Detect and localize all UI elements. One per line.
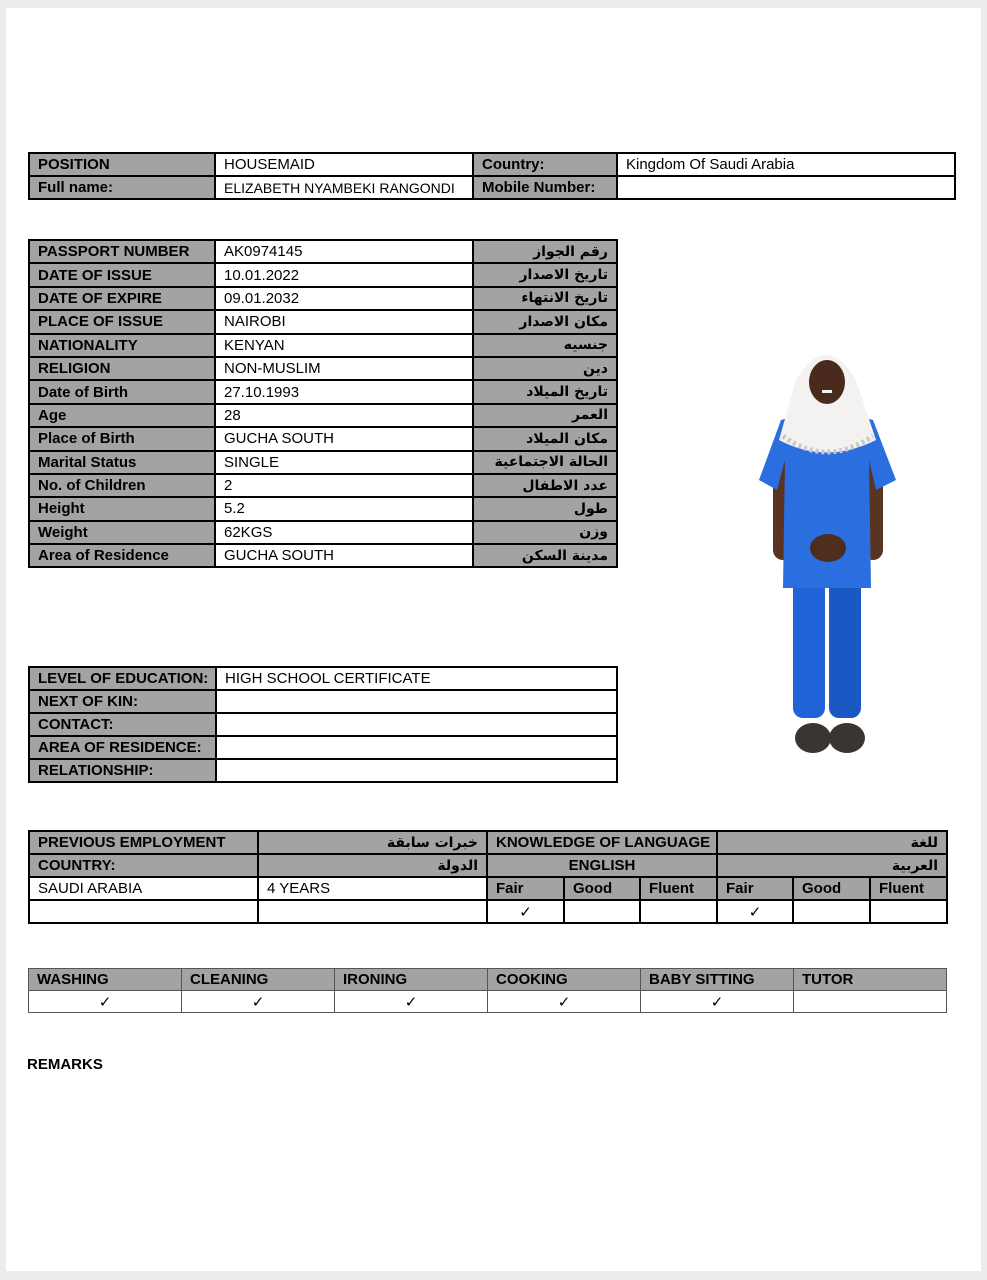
skill-tutor-check: [794, 991, 947, 1013]
passport-row-value: NAIROBI: [215, 310, 473, 333]
mobile-label: Mobile Number:: [473, 176, 617, 199]
passport-row-value: SINGLE: [215, 451, 473, 474]
arabic-fluent: Fluent: [870, 877, 947, 900]
passport-row-label: Marital Status: [29, 451, 215, 474]
passport-row-arabic: طول: [473, 497, 617, 520]
passport-row-label: RELIGION: [29, 357, 215, 380]
skill-cooking: COOKING: [488, 969, 641, 991]
passport-row: [29, 310, 617, 333]
passport-row: [29, 240, 617, 263]
education-row-value: [216, 690, 617, 713]
fullname-label: Full name:: [29, 176, 215, 199]
passport-row: [29, 497, 617, 520]
education-row-label: NEXT OF KIN:: [29, 690, 216, 713]
passport-row-label: Area of Residence: [29, 544, 215, 567]
english-fair-check: ✓: [487, 900, 564, 923]
passport-row-label: Date of Birth: [29, 380, 215, 403]
passport-row: [29, 521, 617, 544]
passport-row-label: DATE OF ISSUE: [29, 263, 215, 286]
skill-ironing-check: ✓: [335, 991, 488, 1013]
passport-row-value: 09.01.2032: [215, 287, 473, 310]
passport-row: [29, 287, 617, 310]
passport-row-value: AK0974145: [215, 240, 473, 263]
position-label: POSITION: [29, 153, 215, 176]
english-good: Good: [564, 877, 640, 900]
mobile-value: [617, 176, 955, 199]
arabic-fair: Fair: [717, 877, 793, 900]
passport-row-arabic: مكان الاصدار: [473, 310, 617, 333]
passport-row-value: GUCHA SOUTH: [215, 544, 473, 567]
skills-table: [28, 968, 947, 1013]
education-row: [29, 759, 617, 782]
position-value: HOUSEMAID: [215, 153, 473, 176]
passport-row: [29, 404, 617, 427]
passport-row-label: PLACE OF ISSUE: [29, 310, 215, 333]
fullname-value: ELIZABETH NYAMBEKI RANGONDI: [215, 176, 473, 199]
passport-row-value: NON-MUSLIM: [215, 357, 473, 380]
skill-cleaning: CLEANING: [182, 969, 335, 991]
passport-row-arabic: وزن: [473, 521, 617, 544]
remarks-heading: REMARKS: [27, 1056, 103, 1073]
passport-row-value: 27.10.1993: [215, 380, 473, 403]
english-fair: Fair: [487, 877, 564, 900]
arabic-fair-check: ✓: [717, 900, 793, 923]
skill-baby-sitting-check: ✓: [641, 991, 794, 1013]
passport-row-value: 62KGS: [215, 521, 473, 544]
passport-row-arabic: جنسيه: [473, 334, 617, 357]
candidate-photo: [751, 340, 901, 760]
education-row-value: [216, 713, 617, 736]
education-row: [29, 690, 617, 713]
emp-country-value: SAUDI ARABIA: [29, 877, 258, 900]
education-row: [29, 667, 617, 690]
passport-table: [28, 239, 618, 568]
english-fluent: Fluent: [640, 877, 717, 900]
passport-row-arabic: تاريخ الانتهاء: [473, 287, 617, 310]
skill-cleaning-check: ✓: [182, 991, 335, 1013]
education-row-label: CONTACT:: [29, 713, 216, 736]
education-row-label: RELATIONSHIP:: [29, 759, 216, 782]
language-arabic: للغة: [717, 831, 947, 854]
education-row: [29, 713, 617, 736]
passport-row-arabic: دين: [473, 357, 617, 380]
passport-row-value: GUCHA SOUTH: [215, 427, 473, 450]
skill-tutor: TUTOR: [794, 969, 947, 991]
passport-row: [29, 427, 617, 450]
passport-row-arabic: مدينة السكن: [473, 544, 617, 567]
passport-row-label: No. of Children: [29, 474, 215, 497]
passport-row-arabic: مكان الميلاد: [473, 427, 617, 450]
passport-row-arabic: العمر: [473, 404, 617, 427]
passport-row-label: NATIONALITY: [29, 334, 215, 357]
skill-washing: WASHING: [29, 969, 182, 991]
arabic-language-label: العربية: [717, 854, 947, 877]
passport-row-label: Place of Birth: [29, 427, 215, 450]
skill-ironing: IRONING: [335, 969, 488, 991]
passport-row: [29, 380, 617, 403]
education-table: [28, 666, 618, 783]
passport-row: [29, 357, 617, 380]
passport-row-label: DATE OF EXPIRE: [29, 287, 215, 310]
passport-row: [29, 451, 617, 474]
passport-row-arabic: رقم الجواز: [473, 240, 617, 263]
emp-duration-value: 4 YEARS: [258, 877, 487, 900]
prev-employment-arabic: خبرات سابقة: [258, 831, 487, 854]
skill-cooking-check: ✓: [488, 991, 641, 1013]
passport-row-value: 5.2: [215, 497, 473, 520]
english-fluent-check: [640, 900, 717, 923]
passport-row-arabic: عدد الاطفال: [473, 474, 617, 497]
skill-baby-sitting: BABY SITTING: [641, 969, 794, 991]
passport-row-label: Age: [29, 404, 215, 427]
passport-row-arabic: تاريخ الميلاد: [473, 380, 617, 403]
passport-row: [29, 544, 617, 567]
skill-washing-check: ✓: [29, 991, 182, 1013]
passport-row-value: 28: [215, 404, 473, 427]
language-label: KNOWLEDGE OF LANGUAGE: [487, 831, 717, 854]
education-row-value: [216, 736, 617, 759]
emp-country-empty: [29, 900, 258, 923]
passport-row-label: PASSPORT NUMBER: [29, 240, 215, 263]
passport-row: [29, 334, 617, 357]
education-row: [29, 736, 617, 759]
header-table: [28, 152, 956, 200]
country-value: Kingdom Of Saudi Arabia: [617, 153, 955, 176]
prev-employment-label: PREVIOUS EMPLOYMENT: [29, 831, 258, 854]
passport-row-arabic: تاريخ الاصدار: [473, 263, 617, 286]
arabic-good: Good: [793, 877, 870, 900]
employment-table: [28, 830, 948, 924]
education-row-value: [216, 759, 617, 782]
passport-row-value: 10.01.2022: [215, 263, 473, 286]
emp-country-arabic: الدولة: [258, 854, 487, 877]
passport-row-value: KENYAN: [215, 334, 473, 357]
arabic-good-check: [793, 900, 870, 923]
english-label: ENGLISH: [487, 854, 717, 877]
english-good-check: [564, 900, 640, 923]
emp-duration-empty: [258, 900, 487, 923]
passport-row-label: Height: [29, 497, 215, 520]
cv-page: [6, 8, 981, 1271]
passport-row-arabic: الحالة الاجتماعية: [473, 451, 617, 474]
arabic-fluent-check: [870, 900, 947, 923]
passport-row-value: 2: [215, 474, 473, 497]
emp-country-label: COUNTRY:: [29, 854, 258, 877]
education-row-value: HIGH SCHOOL CERTIFICATE: [216, 667, 617, 690]
passport-row-label: Weight: [29, 521, 215, 544]
country-label: Country:: [473, 153, 617, 176]
education-row-label: AREA OF RESIDENCE:: [29, 736, 216, 759]
passport-row: [29, 263, 617, 286]
education-row-label: LEVEL OF EDUCATION:: [29, 667, 216, 690]
passport-row: [29, 474, 617, 497]
